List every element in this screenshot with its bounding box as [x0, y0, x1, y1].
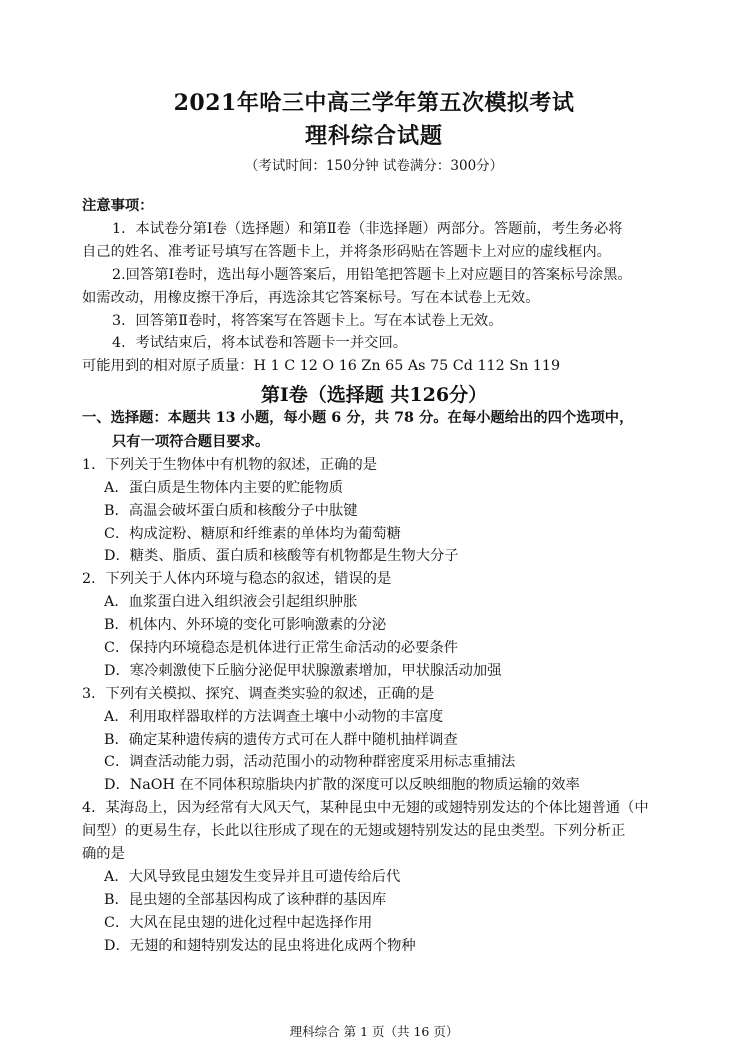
notice-line: 如需改动，用橡皮擦干净后，再选涂其它答案标号。写在本试卷上无效。 [82, 290, 540, 306]
atomic-mass-line: 可能用到的相对原子质量：H 1 C 12 O 16 Zn 65 As 75 Cd 112 Sn 119 [82, 358, 561, 374]
question-option: B．昆虫翅的全部基因构成了该种群的基因库 [104, 892, 387, 908]
page-footer: 理科综合 第 1 页（共 16 页） [289, 1024, 459, 1039]
question-stem: 1．下列关于生物体中有机物的叙述，正确的是 [82, 457, 378, 473]
question-option: B．确定某种遗传病的遗传方式可在人群中随机抽样调查 [104, 732, 458, 748]
question-option: C．保持内环境稳态是机体进行正常生命活动的必要条件 [104, 640, 459, 656]
notice-line: 3．回答第Ⅱ卷时，将答案写在答题卡上。写在本试卷上无效。 [112, 313, 503, 329]
exam-info: （考试时间：150分钟 试卷满分：300分） [244, 158, 504, 174]
question-option: D．无翅的和翅特别发达的昆虫将进化成两个物种 [104, 938, 416, 954]
question-stem: 间型）的更易生存，长此以往形成了现在的无翅或翅特别发达的昆虫类型。下列分析正 [82, 823, 626, 839]
section-instruction: 只有一项符合题目要求。 [112, 434, 270, 450]
question-stem: 4．某海岛上，因为经常有大风天气，某种昆虫中无翅的或翅特别发达的个体比翅普通（中 [82, 800, 649, 816]
question-option: D．NaOH 在不同体积琼脂块内扩散的深度可以反映细胞的物质运输的效率 [104, 777, 580, 793]
question-option: C．大风在昆虫翅的进化过程中起选择作用 [104, 915, 373, 931]
notice-line: 自己的姓名、准考证号填写在答题卡上，并将条形码贴在答题卡上对应的虚线框内。 [82, 244, 611, 260]
question-stem: 3．下列有关模拟、探究、调查类实验的叙述，正确的是 [82, 686, 435, 702]
section-instruction: 一、选择题：本题共 13 小题，每小题 6 分，共 78 分。在每小题给出的四个选项中， [82, 410, 634, 426]
notice-heading: 注意事项： [82, 198, 154, 214]
exam-subtitle: 理科综合试题 [304, 123, 443, 149]
question-option: B．高温会破坏蛋白质和核酸分子中肽键 [104, 503, 358, 519]
question-option: C．构成淀粉、糖原和纤维素的单体均为葡萄糖 [104, 526, 401, 542]
section-title: 第Ⅰ卷（选择题 共126分） [260, 384, 488, 406]
question-option: D．寒冷刺激使下丘脑分泌促甲状腺激素增加，甲状腺活动加强 [104, 663, 502, 679]
notice-line: 4．考试结束后，将本试卷和答题卡一并交回。 [112, 335, 408, 351]
notice-line: 1．本试卷分第Ⅰ卷（选择题）和第Ⅱ卷（非选择题）两部分。答题前，考生务必将 [112, 221, 623, 237]
notice-line: 2.回答第Ⅰ卷时，选出每小题答案后，用铅笔把答题卡上对应题目的答案标号涂黑。 [112, 267, 632, 283]
question-option: A．蛋白质是生物体内主要的贮能物质 [104, 480, 344, 496]
question-option: A．血浆蛋白进入组织液会引起组织肿胀 [104, 594, 358, 610]
exam-title: 2021年哈三中高三学年第五次模拟考试 [173, 90, 575, 116]
question-option: A．大风导致昆虫翅发生变异并且可遗传给后代 [104, 869, 401, 885]
question-option: D．糖类、脂质、蛋白质和核酸等有机物都是生物大分子 [104, 548, 459, 564]
question-option: B．机体内、外环境的变化可影响激素的分泌 [104, 617, 387, 633]
question-stem: 2．下列关于人体内环境与稳态的叙述，错误的是 [82, 571, 392, 587]
question-option: C．调查活动能力弱，活动范围小的动物种群密度采用标志重捕法 [104, 754, 516, 770]
question-option: A．利用取样器取样的方法调查土壤中小动物的丰富度 [104, 709, 444, 725]
question-stem: 确的是 [82, 846, 125, 862]
